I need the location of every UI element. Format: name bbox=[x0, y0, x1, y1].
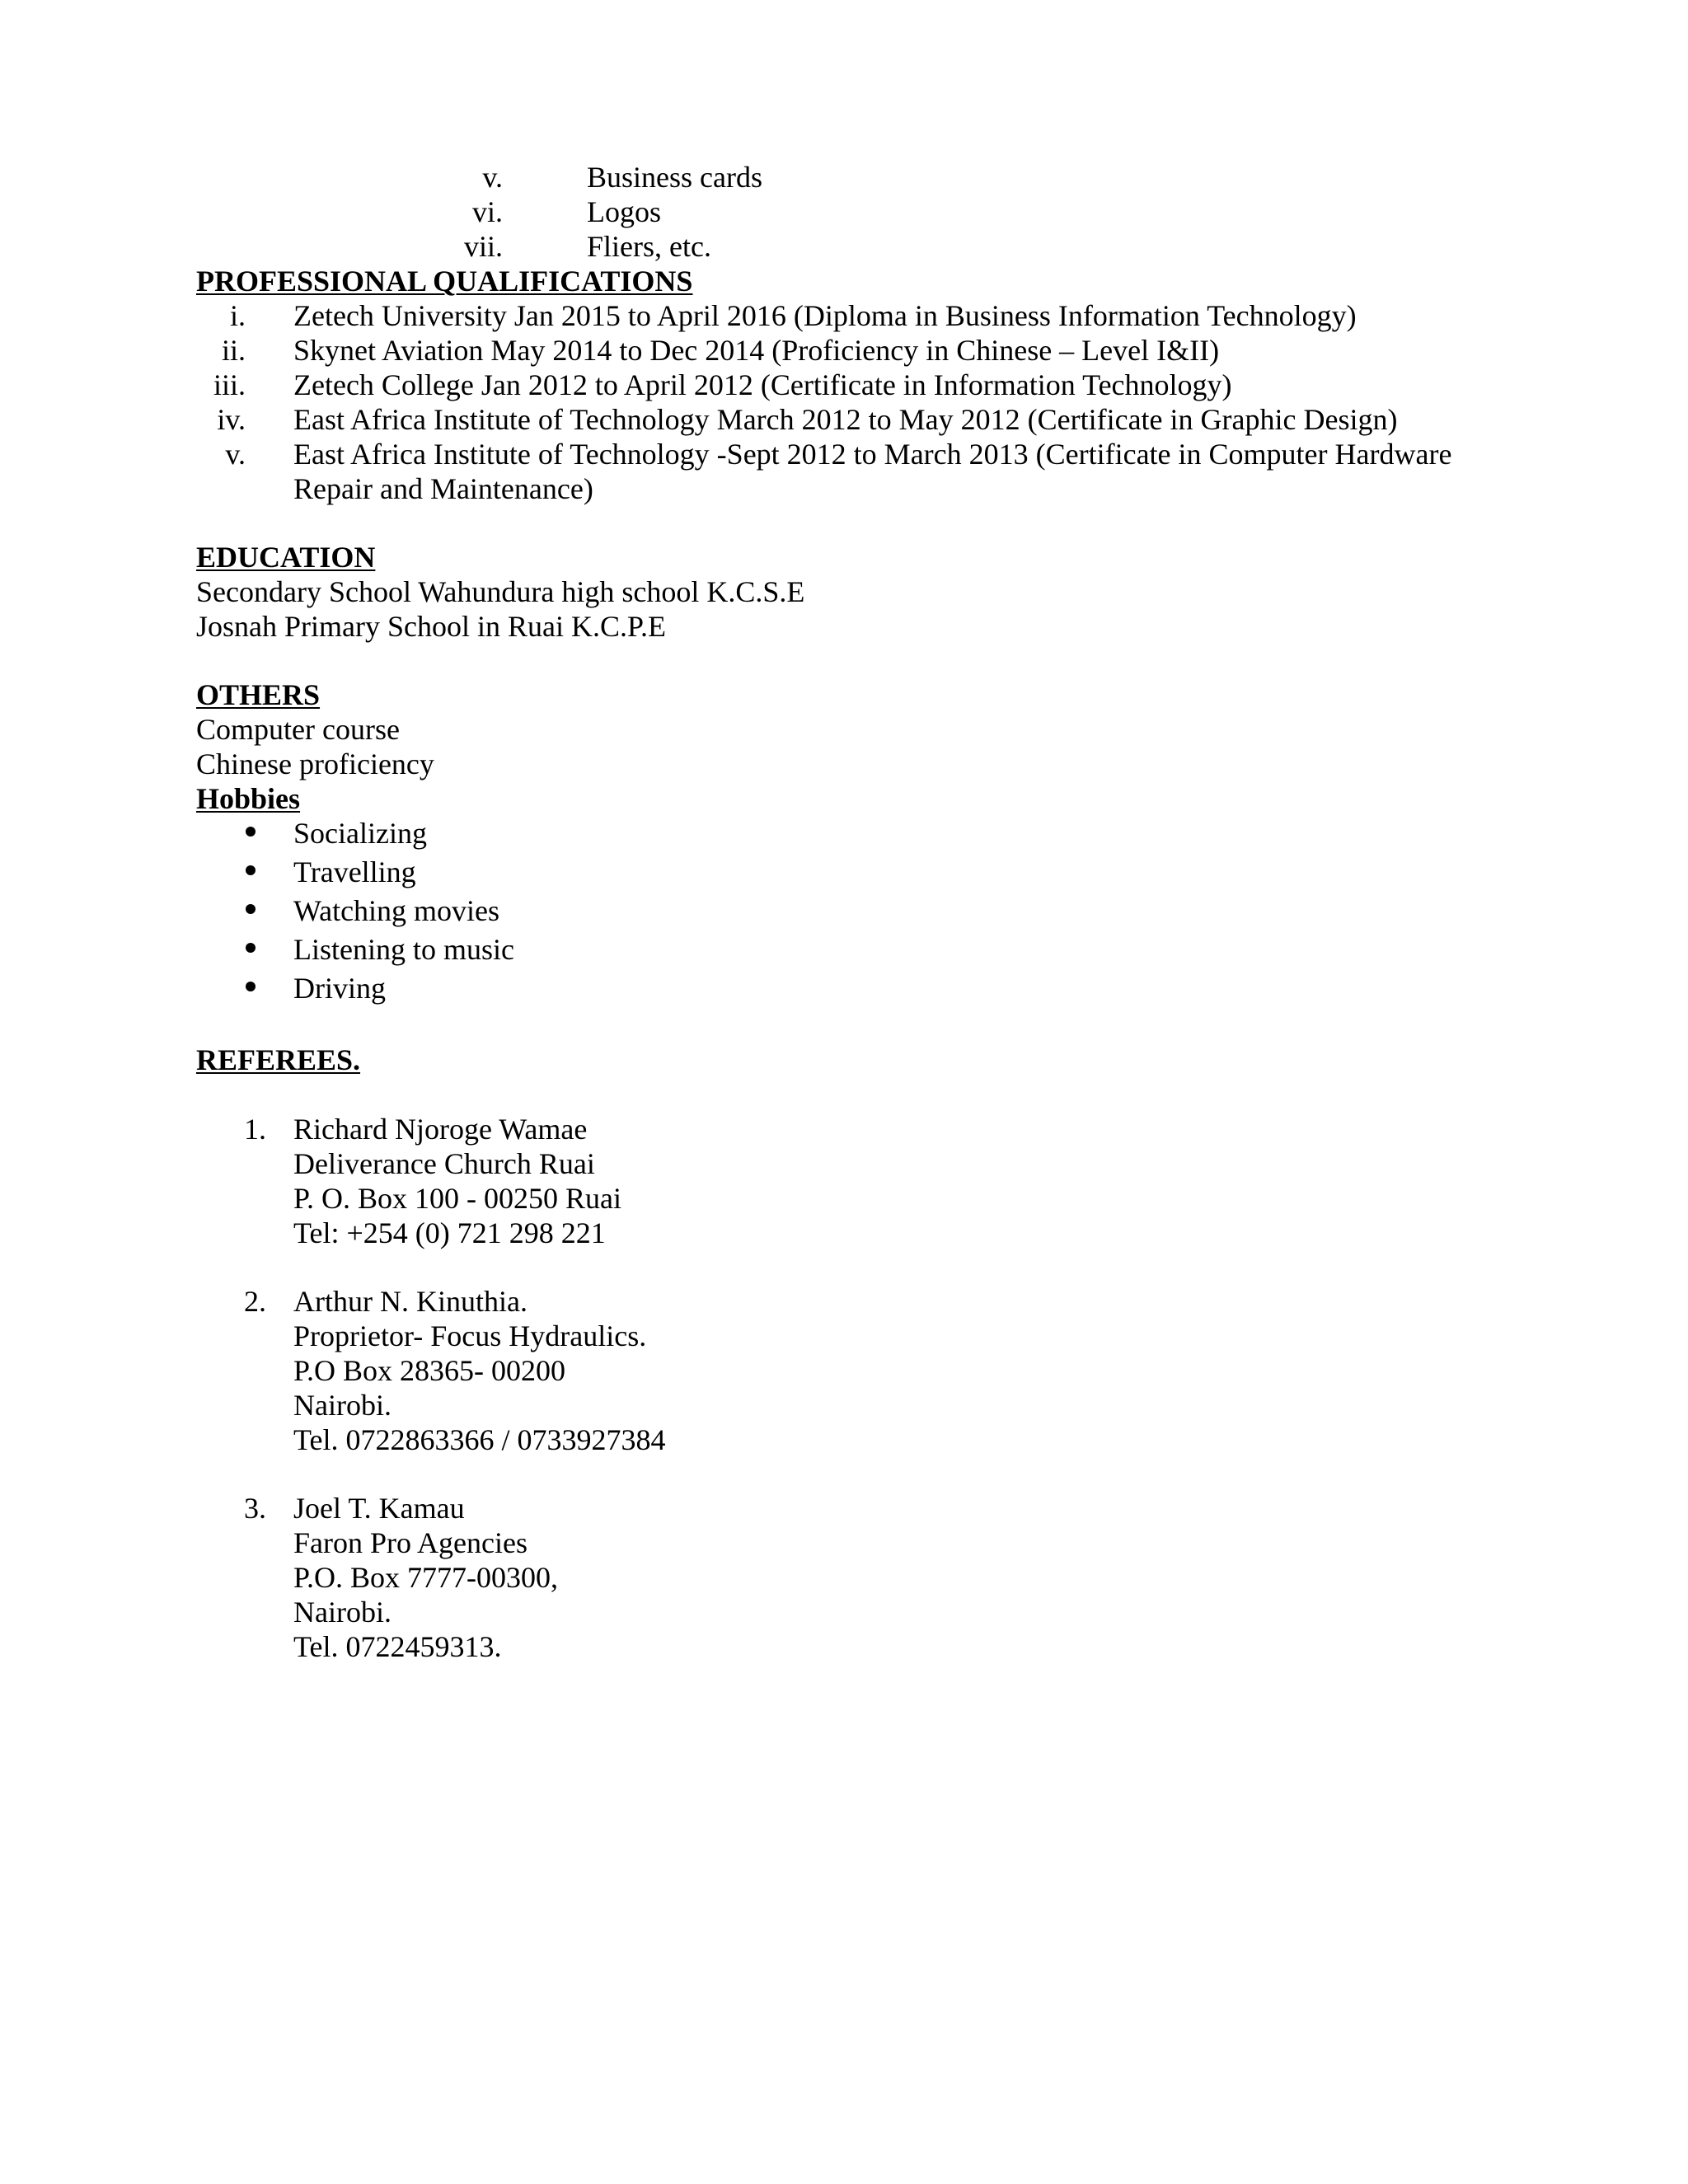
referee-line: Proprietor- Focus Hydraulics. bbox=[293, 1319, 647, 1352]
hobby-item: Driving bbox=[293, 972, 386, 1005]
hobby-item: Travelling bbox=[293, 855, 416, 888]
section-heading: EDUCATION bbox=[196, 541, 376, 574]
referee-number: 3. bbox=[244, 1492, 266, 1525]
list-item-text: Logos bbox=[587, 195, 661, 228]
list-number: iii. bbox=[213, 368, 246, 401]
list-item-text: Skynet Aviation May 2014 to Dec 2014 (Proficiency in Chinese – Level I&II) bbox=[293, 334, 1220, 367]
referee-line: Tel. 0722863366 / 0733927384 bbox=[293, 1423, 666, 1456]
referee-line: Nairobi. bbox=[293, 1389, 392, 1422]
section-heading: REFEREES. bbox=[196, 1043, 361, 1076]
list-item-text: Fliers, etc. bbox=[587, 230, 711, 263]
others-line: Computer course bbox=[196, 713, 400, 746]
referee-line: Tel: +254 (0) 721 298 221 bbox=[293, 1216, 606, 1249]
list-item-text: Zetech College Jan 2012 to April 2012 (Certificate in Information Technology) bbox=[293, 368, 1232, 401]
list-number: v. bbox=[482, 161, 503, 194]
bullet-icon bbox=[246, 943, 256, 953]
section-heading: Hobbies bbox=[196, 782, 301, 815]
bullet-icon bbox=[246, 827, 256, 837]
referee-line: Richard Njoroge Wamae bbox=[293, 1113, 588, 1146]
list-item-text: Repair and Maintenance) bbox=[293, 472, 593, 505]
section-heading: OTHERS bbox=[196, 678, 321, 711]
hobby-item: Socializing bbox=[293, 817, 427, 850]
list-item-text: East Africa Institute of Technology March 2012 to May 2012 (Certificate in Graphic Design) bbox=[293, 403, 1398, 436]
list-item-text: East Africa Institute of Technology -Sept 2012 to March 2013 (Certificate in Computer Hardware bbox=[293, 438, 1452, 471]
referee-line: Nairobi. bbox=[293, 1596, 392, 1629]
referee-line: Arthur N. Kinuthia. bbox=[293, 1285, 528, 1318]
referee-number: 2. bbox=[244, 1285, 266, 1318]
bullet-icon bbox=[246, 904, 256, 914]
list-item-text: Zetech University Jan 2015 to April 2016 (Diploma in Business Information Technology) bbox=[293, 299, 1357, 332]
others-line: Chinese proficiency bbox=[196, 748, 434, 780]
referee-line: P.O Box 28365- 00200 bbox=[293, 1354, 566, 1387]
list-number: vii. bbox=[463, 230, 503, 263]
list-number: i. bbox=[229, 299, 246, 332]
referee-line: Faron Pro Agencies bbox=[293, 1526, 528, 1559]
referee-line: Joel T. Kamau bbox=[293, 1492, 465, 1525]
referee-line: P. O. Box 100 - 00250 Ruai bbox=[293, 1182, 622, 1215]
list-number: vi. bbox=[471, 195, 503, 228]
section-heading: PROFESSIONAL QUALIFICATIONS bbox=[196, 265, 693, 298]
referee-line: Deliverance Church Ruai bbox=[293, 1147, 595, 1180]
bullet-icon bbox=[246, 865, 256, 875]
referee-number: 1. bbox=[244, 1113, 266, 1146]
education-line: Josnah Primary School in Ruai K.C.P.E bbox=[196, 610, 667, 643]
education-line: Secondary School Wahundura high school K.C.S.E bbox=[196, 575, 805, 608]
hobby-item: Watching movies bbox=[293, 894, 500, 927]
referee-line: P.O. Box 7777-00300, bbox=[293, 1561, 559, 1594]
referee-line: Tel. 0722459313. bbox=[293, 1630, 502, 1663]
hobby-item: Listening to music bbox=[293, 933, 514, 966]
list-number: v. bbox=[225, 438, 246, 471]
list-number: ii. bbox=[221, 334, 246, 367]
bullet-icon bbox=[246, 982, 256, 991]
list-number: iv. bbox=[217, 403, 246, 436]
list-item-text: Business cards bbox=[587, 161, 762, 194]
